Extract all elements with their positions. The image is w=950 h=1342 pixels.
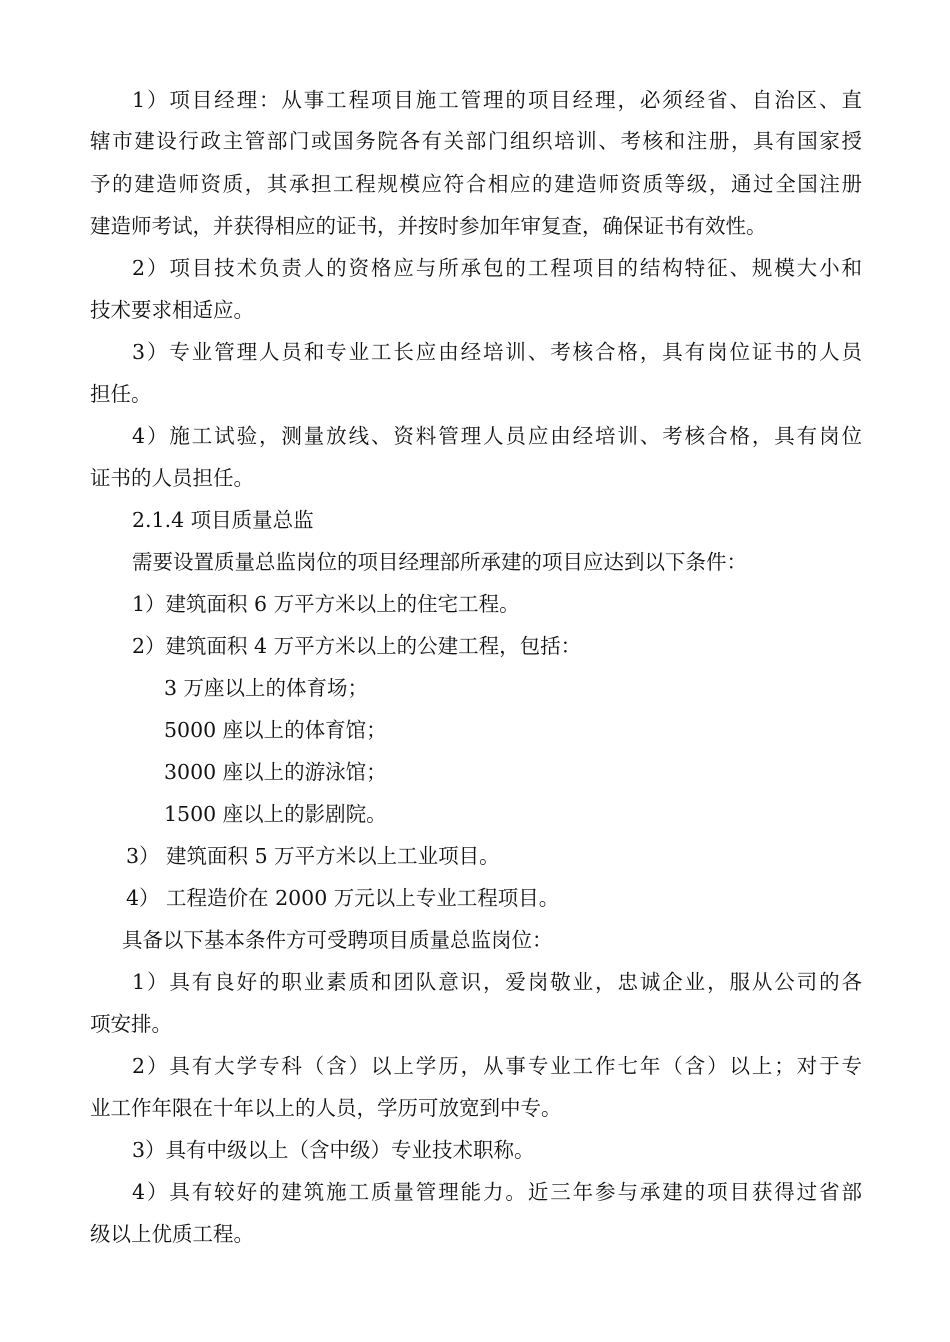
requirement-1-line-2: 项安排。	[90, 1012, 172, 1036]
condition-2-sub-1: 3 万座以上的体育场；	[164, 676, 369, 700]
requirements-intro: 具备以下基本条件方可受聘项目质量总监岗位：	[122, 928, 553, 952]
conditions-intro: 需要设置质量总监岗位的项目经理部所承建的项目应达到以下条件：	[132, 550, 747, 574]
requirement-4-line-1: 4）具有较好的建筑施工质量管理能力。近三年参与承建的项目获得过省部	[132, 1180, 862, 1204]
item-4-line-2: 证书的人员担任。	[90, 466, 254, 490]
requirement-4-line-2: 级以上优质工程。	[90, 1222, 254, 1246]
item-3-line-1: 3）专业管理人员和专业工长应由经培训、考核合格，具有岗位证书的人员	[132, 340, 862, 364]
requirement-2-line-1: 2）具有大学专科（含）以上学历，从事专业工作七年（含）以上；对于专	[132, 1054, 862, 1078]
item-1-line-3: 予的建造师资质，其承担工程规模应符合相应的建造师资质等级，通过全国注册	[90, 172, 862, 196]
condition-2-sub-3: 3000 座以上的游泳馆；	[164, 760, 387, 784]
item-4-line-1: 4）施工试验，测量放线、资料管理人员应由经培训、考核合格，具有岗位	[132, 424, 862, 448]
item-1-line-1: 1）项目经理：从事工程项目施工管理的项目经理，必须经省、自治区、直	[132, 88, 862, 112]
item-2-line-1: 2）项目技术负责人的资格应与所承包的工程项目的结构特征、规模大小和	[132, 256, 862, 280]
item-1-line-2: 辖市建设行政主管部门或国务院各有关部门组织培训、考核和注册，具有国家授	[90, 129, 862, 153]
condition-3: 3） 建筑面积 5 万平方米以上工业项目。	[126, 844, 500, 868]
condition-2-sub-4: 1500 座以上的影剧院。	[164, 802, 387, 826]
requirement-2-line-2: 业工作年限在十年以上的人员，学历可放宽到中专。	[90, 1096, 562, 1120]
requirement-3: 3）具有中级以上（含中级）专业技术职称。	[132, 1138, 535, 1162]
condition-2: 2）建筑面积 4 万平方米以上的公建工程，包括：	[132, 634, 582, 658]
requirement-1-line-1: 1）具有良好的职业素质和团队意识，爱岗敬业，忠诚企业，服从公司的各	[132, 970, 862, 994]
item-3-line-2: 担任。	[90, 382, 152, 406]
item-2-line-2: 技术要求相适应。	[90, 298, 254, 322]
condition-4: 4） 工程造价在 2000 万元以上专业工程项目。	[126, 886, 560, 910]
condition-2-sub-2: 5000 座以上的体育馆；	[164, 718, 387, 742]
condition-1: 1）建筑面积 6 万平方米以上的住宅工程。	[132, 592, 520, 616]
item-1-line-4: 建造师考试，并获得相应的证书，并按时参加年审复查，确保证书有效性。	[90, 214, 767, 238]
section-heading: 2.1.4 项目质量总监	[132, 508, 314, 532]
